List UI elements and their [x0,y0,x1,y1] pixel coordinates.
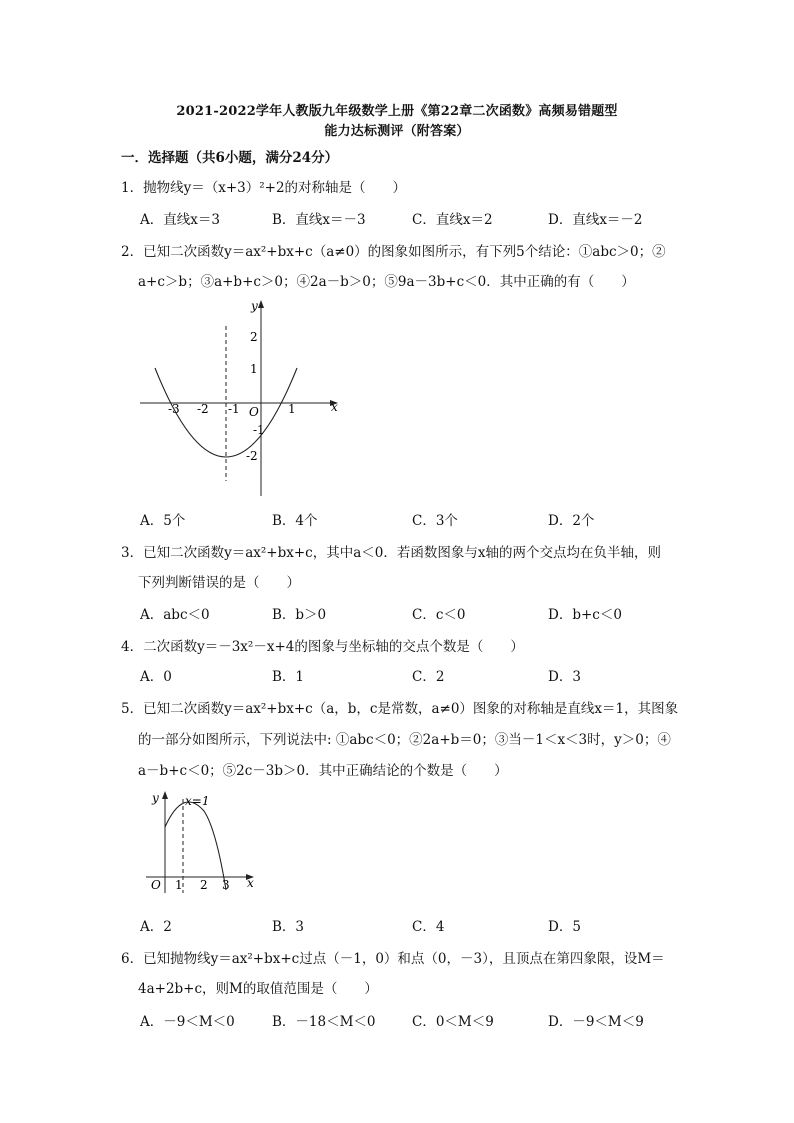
origin-label: O [151,878,161,892]
q6-option-b[interactable]: B．－18＜M＜0 [272,1014,376,1030]
q2-option-a[interactable]: A．5个 [140,513,186,529]
document-title-line1: 2021-2022学年人教版九年级数学上册《第22章二次函数》高频易错题型 [176,104,618,119]
question-5-text-line3: a－b+c＜0；⑤2c－3b＞0．其中正确结论的个数是（ ） [138,763,508,779]
q3-option-d[interactable]: D．b+c＜0 [548,607,622,623]
x-axis-label: x [247,876,254,890]
q1-option-c[interactable]: C．直线x＝2 [412,212,493,228]
question-2-text-line2: a+c＞b；③a+b+c＞0；④2a－b＞0；⑤9a－3b+c＜0．其中正确的有（ ） [138,274,635,290]
symmetry-axis-label: x=1 [185,794,210,808]
y-tick-label-neg2: -2 [246,449,258,463]
question-1-text: 1．抛物线y＝（x+3）²+2的对称轴是（ ） [121,180,407,196]
question-5-text-line2: 的一部分如图所示，下列说法中: ①abc＜0；②2a+b＝0；③当－1＜x＜3时，y＞0；④ [138,732,671,748]
q5-option-c[interactable]: C．4 [412,919,445,935]
q1-option-b[interactable]: B．直线x＝－3 [272,212,366,228]
question-3-text-line2: 下列判断错误的是（ ） [138,575,300,591]
y-tick-label-1: 1 [250,362,258,376]
q5-option-a[interactable]: A．2 [140,919,172,935]
y-tick-label-2: 2 [250,330,258,344]
x-tick-label-1: 1 [175,878,183,892]
q2-parabola-figure [140,296,350,500]
question-6-text-line1: 6．已知抛物线y＝ax²+bx+c过点（－1，0）和点（0，－3），且顶点在第四象限，设M＝ [121,951,665,967]
q5-option-b[interactable]: B．3 [272,919,305,935]
q6-option-c[interactable]: C．0＜M＜9 [412,1014,494,1030]
y-axis-arrow [258,300,264,308]
section-heading: 一．选择题（共6小题，满分24分） [121,150,339,166]
y-axis-arrow [162,791,168,799]
document-title-line2: 能力达标测评（附答案） [324,124,470,139]
question-5-text-line1: 5．已知二次函数y＝ax²+bx+c（a，b，c是常数，a≠0）图象的对称轴是直线x＝1，其图象 [121,701,679,717]
y-axis-label: y [152,791,159,805]
q2-option-c[interactable]: C．3个 [412,513,458,529]
question-2-text-line1: 2．已知二次函数y＝ax²+bx+c（a≠0）的图象如图所示，有下列5个结论：①abc＞0；② [121,244,666,260]
q4-option-d[interactable]: D．3 [548,669,581,685]
q1-option-a[interactable]: A．直线x＝3 [140,212,220,228]
x-tick-label-2: 2 [200,878,208,892]
question-6-text-line2: 4a+2b+c，则M的取值范围是（ ） [138,981,378,997]
x-tick-label-neg2: -2 [197,402,209,416]
q1-option-d[interactable]: D．直线x＝－2 [548,212,643,228]
question-3-text-line1: 3．已知二次函数y＝ax²+bx+c，其中a＜0．若函数图象与x轴的两个交点均在负半轴，则 [121,545,661,561]
x-axis-label: x [331,400,338,414]
q4-option-a[interactable]: A．0 [140,669,172,685]
q4-option-c[interactable]: C．2 [412,669,445,685]
q4-option-b[interactable]: B．1 [272,669,305,685]
q3-option-a[interactable]: A．abc＜0 [140,607,210,623]
q2-option-b[interactable]: B．4个 [272,513,318,529]
x-tick-label-3: 3 [222,878,230,892]
q5-parabola-figure [140,785,270,897]
y-axis-label: y [251,299,258,313]
question-4-text: 4．二次函数y＝－3x²－x+4的图象与坐标轴的交点个数是（ ） [121,639,524,655]
q6-option-d[interactable]: D．－9＜M＜9 [548,1014,644,1030]
q5-option-d[interactable]: D．5 [548,919,581,935]
x-tick-label-neg3: -3 [168,402,180,416]
y-tick-label-neg1: -1 [253,423,265,437]
x-tick-label-neg1: -1 [228,402,240,416]
q2-option-d[interactable]: D．2个 [548,513,595,529]
q6-option-a[interactable]: A．－9＜M＜0 [140,1014,235,1030]
origin-label: O [249,405,259,419]
q3-option-b[interactable]: B．b＞0 [272,607,327,623]
q3-option-c[interactable]: C．c＜0 [412,607,466,623]
x-tick-label-1: 1 [288,402,296,416]
